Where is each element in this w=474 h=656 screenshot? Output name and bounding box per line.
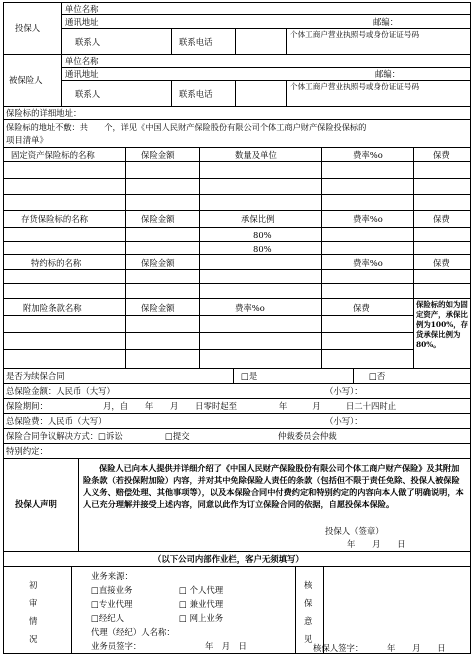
subject-scope-line1: 保险标的地址不敷：共 个，详见《中国人民财产保险股份有限公司个体工商户财产保险投保标的 <box>6 122 367 132</box>
rule <box>3 178 471 179</box>
rule <box>323 566 324 653</box>
approval-label-3: 意 <box>304 616 313 626</box>
rule <box>233 368 234 383</box>
rule <box>3 458 471 459</box>
business-source-title: 业务来源： <box>91 571 133 581</box>
rule <box>295 566 296 653</box>
inventory-col-amount: 保险金额 <box>141 214 175 224</box>
rule <box>3 551 471 552</box>
additional-ratio-note: 保险标的如为固定资产，承保比例为100%，存货承保比例为80%。 <box>416 300 469 349</box>
review-label-4: 况 <box>29 634 38 644</box>
special-col-amount: 保险金额 <box>141 258 175 268</box>
rule <box>171 80 172 106</box>
subject-detail-address: 保险标的详细地址： <box>6 108 82 118</box>
rule <box>125 147 126 368</box>
applicant-header: 投保人 <box>15 23 41 33</box>
internal-use-banner: （以下公司内部作业栏，客户无须填写） <box>153 554 304 564</box>
rule <box>61 2 62 106</box>
applicant-unit-label: 单位名称 <box>65 4 99 14</box>
insured-phone-label: 联系电话 <box>179 89 213 99</box>
rule <box>3 349 413 350</box>
special-col-rate: 费率%o <box>353 258 383 268</box>
premium-label: 总保险费：人民币（大写） <box>6 416 107 426</box>
rule <box>3 566 471 567</box>
option-broker[interactable]: □经纪人 <box>91 613 125 623</box>
rule <box>3 298 471 299</box>
rule <box>3 315 413 316</box>
insured-address-label: 通讯地址 <box>65 69 99 79</box>
rule <box>3 428 471 429</box>
declaration-sign: 投保人（签章） <box>325 526 384 536</box>
additional-col-premium: 保费 <box>353 303 370 313</box>
border-bottom <box>3 653 471 654</box>
declaration-body: 保险人已向本人提供并详细介绍了《中国人民财产保险股份有限公司个体工商户财产保险》及其附加险条款（若投保附加险）内容，并对其中免除保险人责任的条款（包括但不限于责任免除、投保人被保险人义务、赔偿处理、其他事项等），以及本保险合同中付费约定和特别约定的内容向本人做了明确说明，本人已充分理解并接受上述内容，同意以此作为订立保险合同的依据，自愿投保本保险。 <box>83 463 464 509</box>
rule <box>71 566 72 653</box>
inventory-ratio-2: 80% <box>253 244 272 254</box>
insured-id-note: 个体工商户营业执照号或身份证证号码 <box>290 82 420 91</box>
rule <box>171 28 172 54</box>
renewal-label: 是否为续保合同 <box>6 371 65 381</box>
rule <box>3 368 471 369</box>
applicant-contact-label: 联系人 <box>75 37 101 47</box>
renewal-no[interactable]: □否 <box>369 371 386 381</box>
staff-sign-label: 业务员签字： <box>91 641 142 651</box>
option-direct[interactable]: □直接业务 <box>91 585 133 595</box>
inventory-col-premium: 保费 <box>433 214 450 224</box>
rule <box>3 332 413 333</box>
rule <box>61 14 470 15</box>
applicant-phone-label: 联系电话 <box>179 37 213 47</box>
rule <box>3 106 471 107</box>
rule <box>3 398 471 399</box>
fixed-col-qty: 数量及单位 <box>235 150 277 160</box>
rule <box>235 28 236 54</box>
option-professional-agent[interactable]: □专业代理 <box>91 599 133 609</box>
special-col-name: 特约标的名称 <box>31 258 82 268</box>
insured-header: 被保险人 <box>9 75 43 85</box>
fixed-col-rate: 费率%o <box>353 150 383 160</box>
rule <box>3 241 471 242</box>
sum-insured-small: （小写）： <box>325 386 363 396</box>
dispute-label[interactable]: 保险合同争议解决方式：□诉讼 <box>6 431 123 441</box>
border-left <box>3 2 4 654</box>
rule <box>78 458 79 551</box>
approver-sign-label: 核保人签字： <box>313 643 364 653</box>
rule <box>321 147 322 368</box>
rule <box>3 161 471 162</box>
border-top <box>3 2 471 3</box>
option-online[interactable]: □ 网上业务 <box>179 613 224 623</box>
additional-col-name: 附加险条款名称 <box>23 303 82 313</box>
rule <box>61 28 470 29</box>
rule <box>3 227 471 228</box>
option-concurrent-agent[interactable]: □ 兼业代理 <box>179 599 224 609</box>
agent-name-label: 代理（经纪）人名称： <box>91 627 175 637</box>
approval-label-1: 核 <box>304 580 313 590</box>
rule <box>199 147 200 368</box>
applicant-id-note: 个体工商户营业执照号或身份证证号码 <box>290 30 420 39</box>
review-label-2: 审 <box>29 598 38 608</box>
rule <box>3 443 471 444</box>
approver-date: 年 月 日 <box>387 643 446 653</box>
rule <box>235 80 236 106</box>
rule <box>3 54 471 55</box>
approval-label-4: 见 <box>304 634 313 644</box>
sum-insured-label: 总保险金额：人民币（大写） <box>6 386 115 396</box>
rule <box>413 147 414 368</box>
inventory-ratio-1: 80% <box>253 230 272 240</box>
staff-date: 年 月 日 <box>205 641 247 651</box>
period-label: 保险期间： <box>6 401 48 411</box>
applicant-address-label: 通讯地址 <box>65 17 99 27</box>
insured-unit-label: 单位名称 <box>65 56 99 66</box>
rule <box>3 119 471 120</box>
rule <box>286 28 287 54</box>
rule <box>3 147 471 148</box>
insured-contact-label: 联系人 <box>75 89 101 99</box>
review-label-3: 情 <box>29 616 38 626</box>
fixed-col-amount: 保险金额 <box>141 150 175 160</box>
rule <box>3 413 471 414</box>
rule <box>3 269 471 270</box>
premium-small: （小写）： <box>325 416 363 426</box>
rule <box>3 254 471 255</box>
rule <box>353 368 354 383</box>
special-col-premium: 保费 <box>433 258 450 268</box>
review-label-1: 初 <box>29 580 38 590</box>
inventory-col-ratio: 承保比例 <box>241 214 275 224</box>
fixed-col-name: 固定资产保险标的名称 <box>11 150 95 160</box>
option-personal-agent[interactable]: □ 个人代理 <box>179 585 224 595</box>
rule <box>61 67 470 68</box>
renewal-yes[interactable]: □是 <box>241 371 258 381</box>
declaration-header: 投保人声明 <box>15 499 57 509</box>
rule <box>3 194 471 195</box>
inventory-col-name: 存货保险标的名称 <box>21 214 88 224</box>
special-terms-label: 特别约定： <box>6 446 48 456</box>
rule <box>286 80 287 106</box>
additional-col-amount: 保险金额 <box>141 303 175 313</box>
period-text: 月，自 年 月 日零时起至 年 月 日二十四时止 <box>103 401 397 411</box>
rule <box>61 80 470 81</box>
rule <box>3 383 471 384</box>
insured-postcode-label: 邮编： <box>375 69 401 79</box>
approval-label-2: 保 <box>304 598 313 608</box>
subject-scope-line2: 项目清单》 <box>6 135 48 145</box>
rule <box>3 210 471 211</box>
border-right <box>470 2 471 654</box>
dispute-arbitration-check[interactable]: □提交 <box>165 431 190 441</box>
declaration-date: 年 月 日 <box>347 539 406 549</box>
applicant-postcode-label: 邮编： <box>373 17 399 27</box>
application-form <box>3 2 471 654</box>
additional-col-rate: 费率%o <box>235 303 265 313</box>
inventory-col-rate: 费率%o <box>353 214 383 224</box>
dispute-arbitration-end: 仲裁委员会仲裁 <box>278 431 337 441</box>
fixed-col-premium: 保费 <box>433 150 450 160</box>
rule <box>3 283 471 284</box>
